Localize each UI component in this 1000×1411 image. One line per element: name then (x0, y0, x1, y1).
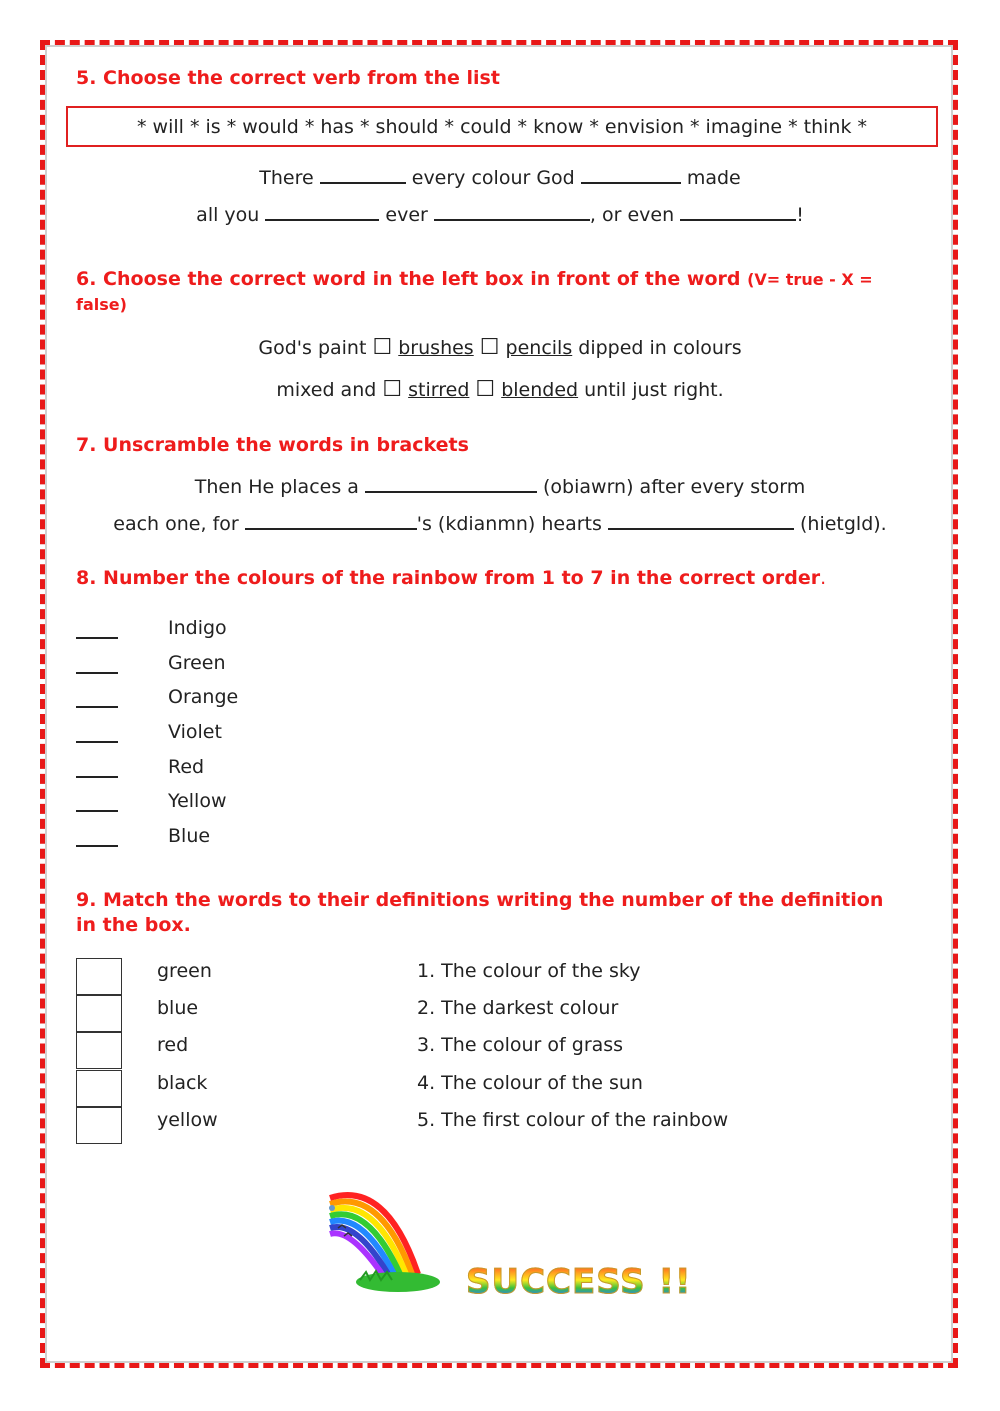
text: ever (385, 204, 428, 226)
text: every colour God (411, 167, 575, 189)
match-word: blue (157, 997, 199, 1019)
answer-blank[interactable] (608, 512, 794, 530)
option-word: pencils (505, 337, 573, 359)
answer-blank[interactable] (76, 845, 118, 847)
colour-name: Violet (168, 721, 222, 743)
answer-blank[interactable] (680, 203, 796, 221)
section5-line1 (0, 166, 1000, 189)
text: 's (kdianmn) hearts (416, 513, 602, 535)
definition: 1. The colour of the sky (417, 960, 641, 982)
answer-blank[interactable] (320, 166, 406, 184)
section5-heading: 5. Choose the correct verb from the list (76, 67, 500, 89)
verb-list-box: * will * is * would * has * should * could * know * envision * imagine * think * (66, 106, 938, 147)
text: There (259, 167, 314, 189)
option-word: brushes (398, 337, 474, 359)
answer-box[interactable] (76, 958, 122, 995)
answer-blank[interactable] (76, 672, 118, 674)
text: Then He places a (194, 476, 359, 498)
section7-line2 (0, 512, 1000, 535)
text: , or even (589, 204, 675, 226)
section6-line1 (0, 335, 1000, 360)
section8-heading (76, 566, 826, 591)
section8-heading-text: 8. Number the colours of the rainbow from 1 to 7 in the correct order (76, 567, 821, 589)
answer-blank[interactable] (76, 776, 118, 778)
text: dipped in colours (578, 337, 742, 359)
text: until just right. (584, 379, 724, 401)
checkbox[interactable]: ☐ (479, 335, 500, 360)
section6-heading (76, 267, 926, 317)
answer-box[interactable] (76, 1032, 122, 1069)
definition: 2. The darkest colour (417, 997, 619, 1019)
answer-blank[interactable] (365, 475, 537, 493)
answer-box[interactable] (76, 995, 122, 1032)
colour-name: Red (168, 756, 205, 778)
checkbox[interactable]: ☐ (382, 377, 403, 402)
section8-heading-dot: . (820, 567, 827, 589)
checkbox[interactable]: ☐ (475, 377, 496, 402)
section9-heading-line2: in the box. (76, 914, 191, 936)
text: ! (796, 204, 804, 226)
answer-blank[interactable] (76, 741, 118, 743)
section6-heading-note: (V= true - X = false) (76, 270, 873, 314)
text: mixed and (276, 379, 377, 401)
colour-name: Blue (168, 825, 211, 847)
colour-name: Orange (168, 686, 239, 708)
text: (obiawrn) after every storm (543, 476, 806, 498)
colour-name: Indigo (168, 617, 227, 639)
answer-blank[interactable] (76, 637, 118, 639)
checkbox[interactable]: ☐ (372, 335, 393, 360)
answer-blank[interactable] (76, 706, 118, 708)
text: each one, for (113, 513, 239, 535)
match-word: yellow (157, 1109, 218, 1131)
colour-name: Yellow (168, 790, 227, 812)
answer-box[interactable] (76, 1070, 122, 1107)
rainbow-icon (326, 1184, 442, 1296)
success-text: SUCCESS !! (466, 1262, 692, 1302)
answer-blank[interactable] (76, 810, 118, 812)
section9-heading (76, 888, 936, 938)
section7-heading: 7. Unscramble the words in brackets (76, 434, 469, 456)
text: God's paint (258, 337, 367, 359)
answer-box[interactable] (76, 1107, 122, 1144)
text: made (686, 167, 741, 189)
section5-line2 (0, 203, 1000, 226)
text: (hietgld). (799, 513, 887, 535)
text: all you (196, 204, 260, 226)
section6-line2 (0, 377, 1000, 402)
answer-blank[interactable] (434, 203, 590, 221)
match-word: red (157, 1034, 189, 1056)
section9-heading-line1: 9. Match the words to their definitions writing the number of the definition (76, 889, 884, 911)
definition: 4. The colour of the sun (417, 1072, 643, 1094)
answer-blank[interactable] (581, 166, 681, 184)
match-word: black (157, 1072, 208, 1094)
section7-line1 (0, 475, 1000, 498)
option-word: blended (501, 379, 579, 401)
option-word: stirred (408, 379, 470, 401)
answer-blank[interactable] (245, 512, 417, 530)
definition: 5. The first colour of the rainbow (417, 1109, 729, 1131)
section6-heading-text: 6. Choose the correct word in the left box in front of the word (76, 268, 741, 290)
match-word: green (157, 960, 212, 982)
answer-blank[interactable] (265, 203, 379, 221)
definition: 3. The colour of grass (417, 1034, 624, 1056)
colour-name: Green (168, 652, 226, 674)
